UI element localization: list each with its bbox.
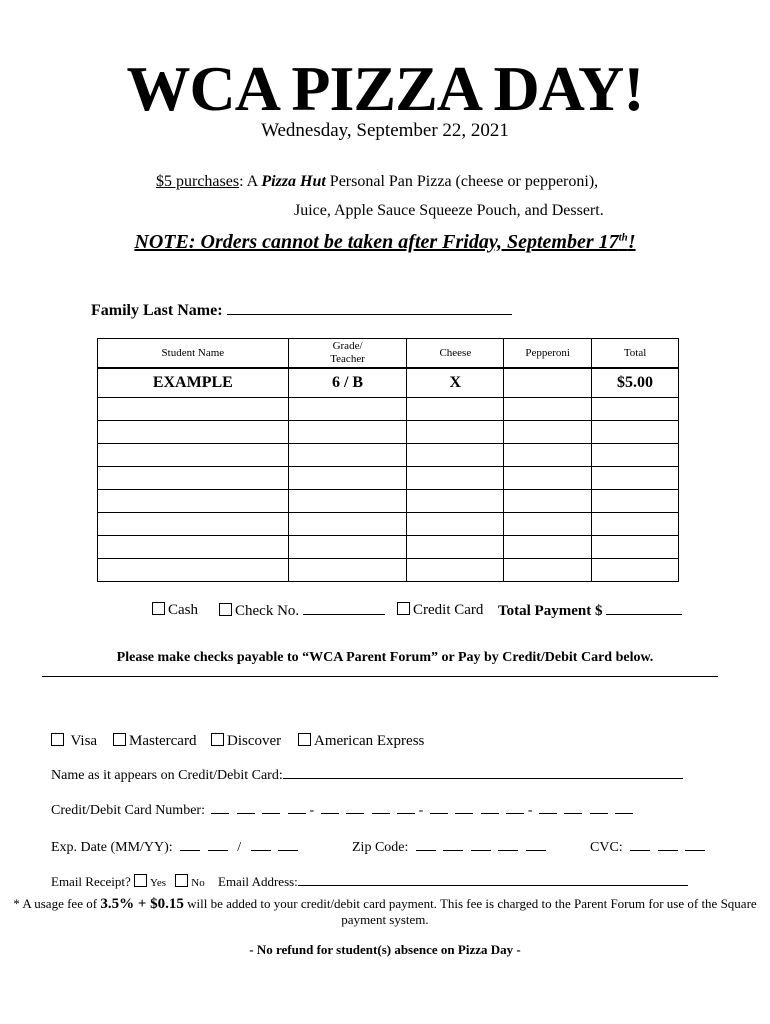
student-name-cell[interactable] xyxy=(98,559,289,582)
credit-card-label: Credit Card xyxy=(413,602,484,618)
student-name-cell[interactable] xyxy=(98,421,289,444)
student-name-cell[interactable] xyxy=(98,398,289,421)
card-number-field[interactable] xyxy=(455,801,473,814)
card-number-separator: - xyxy=(527,803,533,818)
header-total: Total xyxy=(592,339,679,369)
grade-cell[interactable] xyxy=(288,490,407,513)
cardholder-name-row xyxy=(51,766,683,784)
table-row xyxy=(98,490,679,513)
grade-cell[interactable] xyxy=(288,467,407,490)
email-no-label: No xyxy=(191,877,205,889)
header-pepperoni: Pepperoni xyxy=(504,339,592,369)
example-grade: 6 / B xyxy=(288,368,407,398)
fee-rest: will be added to your credit/debit card payment. This fee is charged to the Parent Forum for use of the Square payment system. xyxy=(183,896,757,927)
card-number-field[interactable] xyxy=(288,801,306,814)
amex-option[interactable] xyxy=(298,733,424,750)
pepperoni-cell[interactable] xyxy=(504,490,592,513)
offer-colon: : A xyxy=(239,173,262,190)
fee-lead: * A usage fee of xyxy=(13,896,101,911)
exp-date-row xyxy=(51,838,298,856)
pepperoni-cell[interactable] xyxy=(504,559,592,582)
example-total: $5.00 xyxy=(592,368,679,398)
amex-label: American Express xyxy=(314,733,425,749)
card-number-field[interactable] xyxy=(372,801,390,814)
grade-cell[interactable] xyxy=(288,513,407,536)
cash-checkbox[interactable] xyxy=(152,602,165,615)
event-date: Wednesday, September 22, 2021 xyxy=(261,120,509,141)
credit-card-option[interactable] xyxy=(397,602,483,619)
pepperoni-cell[interactable] xyxy=(504,444,592,467)
exp-date-label: Exp. Date (MM/YY): xyxy=(51,840,173,855)
cheese-cell[interactable] xyxy=(407,536,504,559)
checks-payable-note: Please make checks payable to “WCA Parent Forum” or Pay by Credit/Debit Card below. xyxy=(116,650,654,665)
check-number-field[interactable] xyxy=(303,602,385,615)
cash-option[interactable] xyxy=(152,602,198,619)
cvc-field[interactable] xyxy=(658,838,678,851)
divider xyxy=(42,676,718,677)
note-text: NOTE: Orders cannot be taken after Friday, September 17 xyxy=(134,231,619,253)
mastercard-label: Mastercard xyxy=(129,733,197,749)
page-title: WCA PIZZA DAY! xyxy=(126,53,644,124)
exp-month-field[interactable] xyxy=(180,838,200,851)
table-row xyxy=(98,559,679,582)
pepperoni-cell[interactable] xyxy=(504,398,592,421)
card-number-field[interactable] xyxy=(539,801,557,814)
card-number-field[interactable] xyxy=(506,801,524,814)
table-row xyxy=(98,444,679,467)
cheese-cell[interactable] xyxy=(407,490,504,513)
card-number-field[interactable] xyxy=(564,801,582,814)
total-payment xyxy=(498,602,682,620)
cheese-cell[interactable] xyxy=(407,559,504,582)
card-number-separator: - xyxy=(309,803,315,818)
offer-line-1 xyxy=(156,173,598,191)
total-cell[interactable] xyxy=(592,559,679,582)
table-row xyxy=(98,398,679,421)
total-payment-field[interactable] xyxy=(606,602,682,615)
table-row xyxy=(98,536,679,559)
mastercard-checkbox[interactable] xyxy=(113,733,126,746)
order-table-header xyxy=(98,339,679,369)
student-name-cell[interactable] xyxy=(98,444,289,467)
visa-label: Visa xyxy=(70,733,98,749)
refund-note: - No refund for student(s) absence on Pizza Day - xyxy=(249,942,521,957)
email-no-checkbox[interactable] xyxy=(175,874,188,887)
card-number-field[interactable] xyxy=(346,801,364,814)
family-last-name-field[interactable] xyxy=(227,300,512,315)
pepperoni-cell[interactable] xyxy=(504,536,592,559)
zip-code-field[interactable] xyxy=(443,838,463,851)
discover-checkbox[interactable] xyxy=(211,733,224,746)
fee-amount: 3.5% + $0.15 xyxy=(100,896,184,912)
card-number-field[interactable] xyxy=(430,801,448,814)
visa-option[interactable] xyxy=(51,733,97,750)
example-pepperoni xyxy=(504,368,592,398)
grade-cell[interactable] xyxy=(288,421,407,444)
cheese-cell[interactable] xyxy=(407,421,504,444)
zip-code-row xyxy=(352,838,546,856)
cheese-cell[interactable] xyxy=(407,467,504,490)
brand-name: Pizza Hut xyxy=(261,173,326,190)
card-number-field[interactable] xyxy=(262,801,280,814)
header-grade-teacher xyxy=(288,339,407,369)
grade-cell[interactable] xyxy=(288,559,407,582)
card-number-field[interactable] xyxy=(590,801,608,814)
example-student: EXAMPLE xyxy=(98,368,289,398)
example-row xyxy=(98,368,679,398)
cash-label: Cash xyxy=(168,602,198,618)
cheese-cell[interactable] xyxy=(407,513,504,536)
student-name-cell[interactable] xyxy=(98,490,289,513)
cheese-cell[interactable] xyxy=(407,398,504,421)
zip-code-label: Zip Code: xyxy=(352,840,409,855)
header-teacher: Teacher xyxy=(330,353,365,365)
card-number-field[interactable] xyxy=(321,801,339,814)
table-row xyxy=(98,513,679,536)
note-sup: th xyxy=(618,231,628,244)
visa-checkbox[interactable] xyxy=(51,733,64,746)
email-yes-checkbox[interactable] xyxy=(134,874,147,887)
total-payment-label: Total Payment $ xyxy=(498,603,603,619)
exp-slash: / xyxy=(237,840,242,855)
cvc-field[interactable] xyxy=(685,838,705,851)
total-cell[interactable] xyxy=(592,536,679,559)
deadline-note xyxy=(0,231,770,254)
family-last-name-label: Family Last Name: xyxy=(91,302,223,319)
card-number-row xyxy=(51,801,633,819)
exp-month-field[interactable] xyxy=(208,838,228,851)
pepperoni-cell[interactable] xyxy=(504,421,592,444)
cardholder-name-field[interactable] xyxy=(283,766,683,779)
cardholder-name-label: Name as it appears on Credit/Debit Card: xyxy=(51,768,283,783)
check-option[interactable] xyxy=(219,602,385,620)
example-cheese: X xyxy=(407,368,504,398)
student-name-cell[interactable] xyxy=(98,536,289,559)
card-number-label: Credit/Debit Card Number: xyxy=(51,803,205,818)
total-cell[interactable] xyxy=(592,398,679,421)
card-number-field[interactable] xyxy=(397,801,415,814)
cvc-row xyxy=(590,838,705,856)
exp-year-field[interactable] xyxy=(251,838,271,851)
card-number-field[interactable] xyxy=(237,801,255,814)
total-cell[interactable] xyxy=(592,421,679,444)
zip-code-field[interactable] xyxy=(416,838,436,851)
card-number-field[interactable] xyxy=(481,801,499,814)
note-end: ! xyxy=(627,231,636,253)
order-table xyxy=(97,338,679,582)
price-label: $5 purchases xyxy=(156,173,240,190)
discover-label: Discover xyxy=(227,733,282,749)
zip-code-field[interactable] xyxy=(471,838,491,851)
grade-cell[interactable] xyxy=(288,398,407,421)
table-row xyxy=(98,421,679,444)
total-cell[interactable] xyxy=(592,444,679,467)
cvc-label: CVC: xyxy=(590,840,623,855)
cvc-field[interactable] xyxy=(630,838,650,851)
pepperoni-cell[interactable] xyxy=(504,513,592,536)
credit-card-checkbox[interactable] xyxy=(397,602,410,615)
zip-code-field[interactable] xyxy=(526,838,546,851)
check-checkbox[interactable] xyxy=(219,603,232,616)
usage-fee-note xyxy=(0,896,770,928)
email-receipt-row xyxy=(51,873,688,890)
grade-cell[interactable] xyxy=(288,444,407,467)
email-yes-label: Yes xyxy=(150,877,167,889)
header-cheese: Cheese xyxy=(407,339,504,369)
amex-checkbox[interactable] xyxy=(298,733,311,746)
email-address-field[interactable] xyxy=(298,873,688,886)
family-last-name-row xyxy=(91,300,512,320)
email-receipt-label: Email Receipt? xyxy=(51,874,131,889)
card-number-separator: - xyxy=(418,803,424,818)
table-row xyxy=(98,467,679,490)
header-grade: Grade/ xyxy=(332,340,363,352)
exp-year-field[interactable] xyxy=(278,838,298,851)
card-number-field[interactable] xyxy=(211,801,229,814)
cheese-cell[interactable] xyxy=(407,444,504,467)
student-name-cell[interactable] xyxy=(98,467,289,490)
total-cell[interactable] xyxy=(592,513,679,536)
discover-option[interactable] xyxy=(211,733,281,750)
pepperoni-cell[interactable] xyxy=(504,467,592,490)
grade-cell[interactable] xyxy=(288,536,407,559)
email-address-label: Email Address: xyxy=(218,874,298,889)
check-label: Check No. xyxy=(235,603,300,619)
total-cell[interactable] xyxy=(592,467,679,490)
zip-code-field[interactable] xyxy=(498,838,518,851)
student-name-cell[interactable] xyxy=(98,513,289,536)
card-number-field[interactable] xyxy=(615,801,633,814)
header-student-name: Student Name xyxy=(98,339,289,369)
total-cell[interactable] xyxy=(592,490,679,513)
offer-line-1-rest: Personal Pan Pizza (cheese or pepperoni), xyxy=(325,173,599,190)
mastercard-option[interactable] xyxy=(113,733,196,750)
offer-line-2: Juice, Apple Sauce Squeeze Pouch, and Dessert. xyxy=(294,202,604,219)
